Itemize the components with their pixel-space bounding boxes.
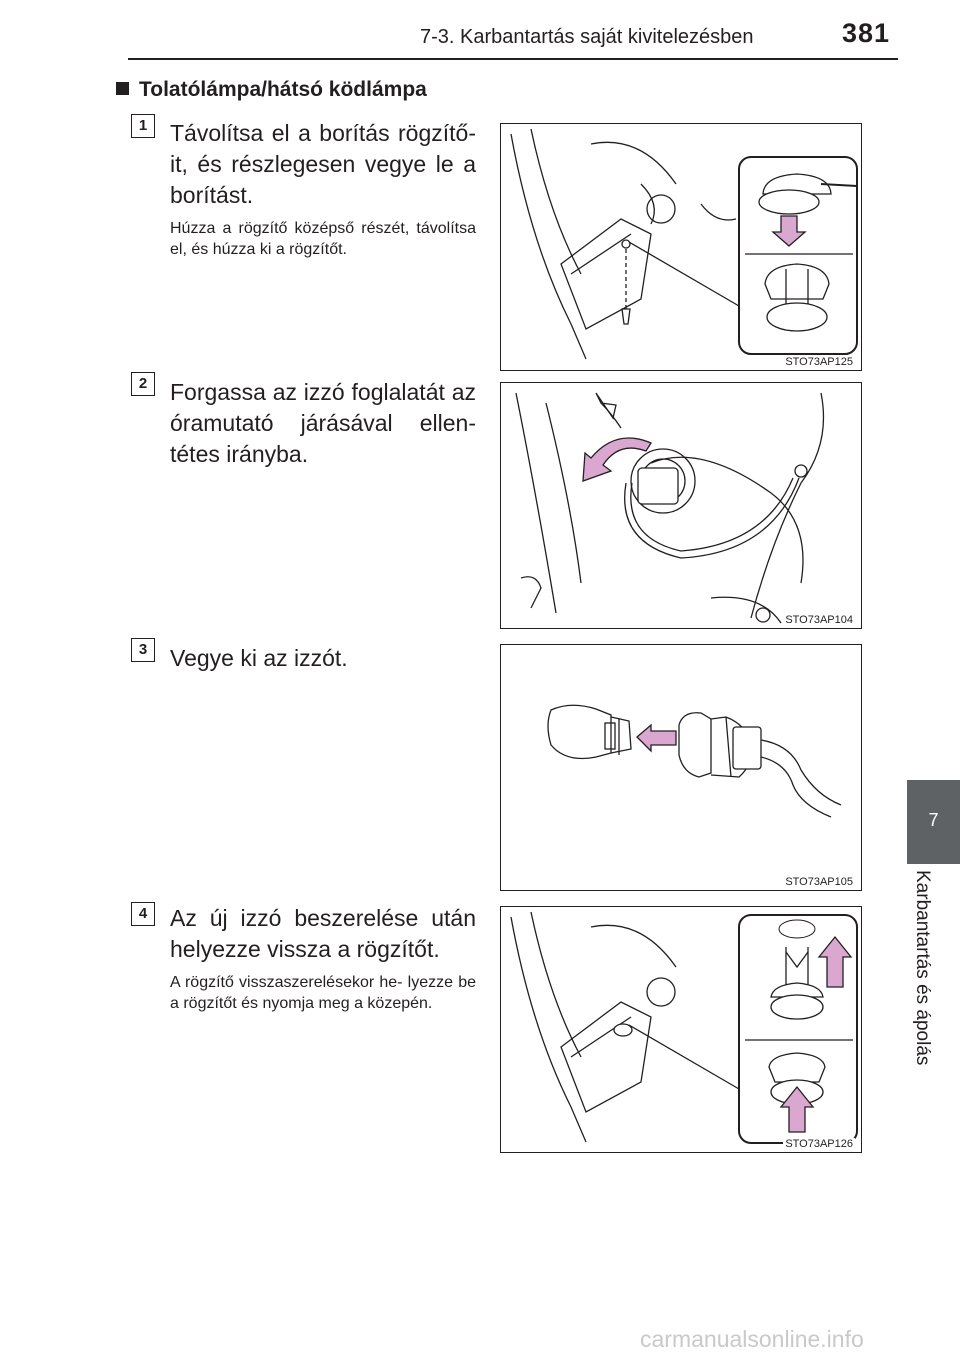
square-bullet-icon [116, 82, 129, 95]
watermark: carmanualsonline.info [640, 1326, 864, 1352]
step-3-text: Vegye ki az izzót. [170, 645, 348, 671]
header-rule [128, 58, 898, 60]
fastener-installation-illustration [501, 907, 862, 1153]
section-heading [116, 78, 427, 102]
page-header [0, 0, 960, 64]
step-2-badge: 2 [131, 372, 155, 396]
chapter-title-vertical [912, 870, 954, 1100]
figure-step-2 [500, 382, 862, 629]
step-4-badge: 4 [131, 902, 155, 926]
bulb-socket-rotation-illustration [501, 383, 862, 629]
figure-code: STO73AP125 [785, 356, 853, 368]
step-4-text: Az új izzó beszerelése után helyezze vissza a rögzítőt. [170, 905, 476, 962]
figure-code: STO73AP126 [785, 1138, 853, 1150]
section-title: Tolatólámpa/hátsó ködlámpa [139, 78, 427, 101]
bulb-removal-illustration [501, 645, 862, 891]
fastener-removal-illustration [501, 124, 862, 371]
step-2-text: Forgassa az izzó foglalatát az óramutató járásával ellen- tétes irányba. [170, 379, 476, 467]
figure-code: STO73AP104 [785, 614, 853, 626]
header-section-title: 7-3. Karbantartás saját kivitelezésben [420, 26, 754, 48]
figure-step-4 [500, 906, 862, 1153]
step-1-text: Távolítsa el a borítás rögzítő- it, és részlegesen vegye le a borítást. [170, 120, 476, 208]
figure-step-1 [500, 123, 862, 371]
chapter-number: 7 [928, 810, 939, 830]
step-1-note: Húzza a rögzítő középső részét, távolítsa el, és húzza ki a rögzítőt. [170, 220, 476, 258]
chapter-title: Karbantartás és ápolás [912, 870, 933, 1066]
chapter-tab [907, 780, 960, 864]
step-1-badge: 1 [131, 114, 155, 138]
step-3-badge: 3 [131, 638, 155, 662]
figure-code: STO73AP105 [785, 876, 853, 888]
figure-step-3 [500, 644, 862, 891]
step-4-note: A rögzítő visszaszerelésekor he- lyezze be a rögzítőt és nyomja meg a közepén. [170, 974, 476, 1012]
page-number: 381 [842, 18, 891, 48]
